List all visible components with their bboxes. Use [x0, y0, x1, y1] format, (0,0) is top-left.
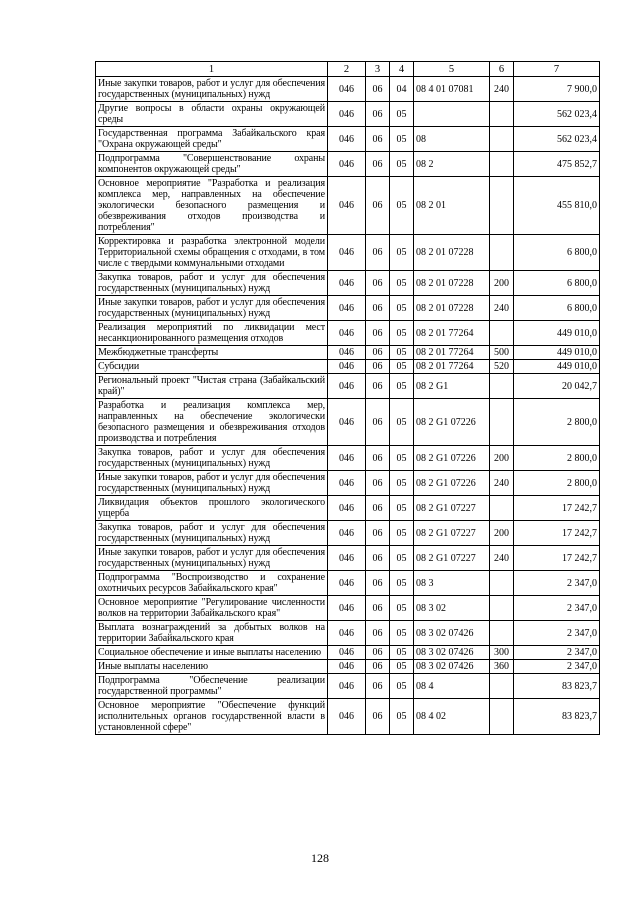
target-article-cell: 08 3 02 07426: [414, 621, 490, 646]
subsection-cell: 05: [390, 699, 414, 735]
amount-cell: 475 852,7: [514, 152, 600, 177]
admin-code-cell: 046: [328, 496, 366, 521]
expense-type-cell: 520: [490, 360, 514, 374]
admin-code-cell: 046: [328, 699, 366, 735]
table-row: [96, 127, 600, 152]
section-cell: 06: [366, 674, 390, 699]
section-cell: 06: [366, 127, 390, 152]
section-cell: 06: [366, 177, 390, 235]
table-row: [96, 374, 600, 399]
admin-code-cell: 046: [328, 446, 366, 471]
section-cell: 06: [366, 346, 390, 360]
item-name-cell: Подпрограмма "Совершенствование охраны компонентов окружающей среды": [96, 152, 328, 177]
expense-type-cell: [490, 177, 514, 235]
item-name-cell: Иные закупки товаров, работ и услуг для обеспечения государственных (муниципальных) нужд: [96, 296, 328, 321]
amount-cell: 7 900,0: [514, 77, 600, 102]
subsection-cell: 05: [390, 296, 414, 321]
table-row: [96, 235, 600, 271]
subsection-cell: 05: [390, 660, 414, 674]
item-name-cell: Иные закупки товаров, работ и услуг для обеспечения государственных (муниципальных) нужд: [96, 77, 328, 102]
amount-cell: 83 823,7: [514, 674, 600, 699]
section-cell: 06: [366, 360, 390, 374]
expense-type-cell: 240: [490, 296, 514, 321]
section-cell: 06: [366, 571, 390, 596]
item-name-cell: Подпрограмма "Воспроизводство и сохранение охотничьих ресурсов Забайкальского края": [96, 571, 328, 596]
item-name-cell: Межбюджетные трансферты: [96, 346, 328, 360]
item-name-cell: Иные закупки товаров, работ и услуг для обеспечения государственных (муниципальных) нужд: [96, 471, 328, 496]
expense-type-cell: 200: [490, 521, 514, 546]
expense-type-cell: [490, 127, 514, 152]
admin-code-cell: 046: [328, 235, 366, 271]
subsection-cell: 05: [390, 496, 414, 521]
expense-type-cell: [490, 152, 514, 177]
item-name-cell: Закупка товаров, работ и услуг для обеспечения государственных (муниципальных) нужд: [96, 446, 328, 471]
expense-type-cell: 360: [490, 660, 514, 674]
item-name-cell: Иные закупки товаров, работ и услуг для обеспечения государственных (муниципальных) нужд: [96, 546, 328, 571]
item-name-cell: Реализация мероприятий по ликвидации мест несанкционированного размещения отходов: [96, 321, 328, 346]
admin-code-cell: 046: [328, 596, 366, 621]
expense-type-cell: [490, 596, 514, 621]
admin-code-cell: 046: [328, 621, 366, 646]
expense-type-cell: [490, 235, 514, 271]
target-article-cell: 08 3 02 07426: [414, 660, 490, 674]
target-article-cell: 08 2 G1: [414, 374, 490, 399]
section-cell: 06: [366, 660, 390, 674]
target-article-cell: 08: [414, 127, 490, 152]
expense-type-cell: 200: [490, 271, 514, 296]
admin-code-cell: 046: [328, 296, 366, 321]
section-cell: 06: [366, 621, 390, 646]
target-article-cell: 08 2 G1 07227: [414, 496, 490, 521]
amount-cell: 6 800,0: [514, 271, 600, 296]
admin-code-cell: 046: [328, 399, 366, 446]
table-row: [96, 621, 600, 646]
target-article-cell: 08 2 G1 07226: [414, 446, 490, 471]
table-row: [96, 571, 600, 596]
amount-cell: 20 042,7: [514, 374, 600, 399]
table-row: [96, 646, 600, 660]
column-header: 6: [490, 62, 514, 77]
section-cell: 06: [366, 496, 390, 521]
table-row: [96, 360, 600, 374]
target-article-cell: 08 2 G1 07227: [414, 546, 490, 571]
subsection-cell: 05: [390, 521, 414, 546]
amount-cell: 2 347,0: [514, 621, 600, 646]
section-cell: 06: [366, 471, 390, 496]
expense-type-cell: 240: [490, 471, 514, 496]
expense-type-cell: [490, 321, 514, 346]
expense-type-cell: [490, 674, 514, 699]
amount-cell: 83 823,7: [514, 699, 600, 735]
admin-code-cell: 046: [328, 660, 366, 674]
admin-code-cell: 046: [328, 127, 366, 152]
section-cell: 06: [366, 399, 390, 446]
table-row: [96, 77, 600, 102]
subsection-cell: 05: [390, 646, 414, 660]
section-cell: 06: [366, 596, 390, 621]
table-row: [96, 699, 600, 735]
table-row: [96, 471, 600, 496]
subsection-cell: 05: [390, 621, 414, 646]
amount-cell: 2 347,0: [514, 596, 600, 621]
section-cell: 06: [366, 374, 390, 399]
admin-code-cell: 046: [328, 102, 366, 127]
table-row: [96, 177, 600, 235]
table-row: [96, 271, 600, 296]
item-name-cell: Выплата вознаграждений за добытых волков на территории Забайкальского края: [96, 621, 328, 646]
amount-cell: 2 347,0: [514, 660, 600, 674]
item-name-cell: Иные выплаты населению: [96, 660, 328, 674]
item-name-cell: Социальное обеспечение и иные выплаты населению: [96, 646, 328, 660]
section-cell: 06: [366, 699, 390, 735]
amount-cell: 17 242,7: [514, 521, 600, 546]
section-cell: 06: [366, 646, 390, 660]
subsection-cell: 05: [390, 177, 414, 235]
expense-type-cell: 500: [490, 346, 514, 360]
admin-code-cell: 046: [328, 546, 366, 571]
target-article-cell: 08 4 01 07081: [414, 77, 490, 102]
admin-code-cell: 046: [328, 374, 366, 399]
section-cell: 06: [366, 271, 390, 296]
table-row: [96, 346, 600, 360]
table-row: [96, 399, 600, 446]
table-body: [96, 77, 600, 735]
table-row: [96, 546, 600, 571]
page-number: 128: [311, 851, 329, 865]
subsection-cell: 05: [390, 346, 414, 360]
section-cell: 06: [366, 102, 390, 127]
admin-code-cell: 046: [328, 321, 366, 346]
expense-type-cell: [490, 374, 514, 399]
admin-code-cell: 046: [328, 360, 366, 374]
table-header: [96, 62, 600, 77]
table-row: [96, 102, 600, 127]
expense-type-cell: [490, 571, 514, 596]
item-name-cell: Закупка товаров, работ и услуг для обеспечения государственных (муниципальных) нужд: [96, 271, 328, 296]
column-header: 2: [328, 62, 366, 77]
section-cell: 06: [366, 521, 390, 546]
target-article-cell: 08 3 02 07426: [414, 646, 490, 660]
admin-code-cell: 046: [328, 77, 366, 102]
item-name-cell: Основное мероприятие "Регулирование численности волков на территории Забайкальского края": [96, 596, 328, 621]
section-cell: 06: [366, 77, 390, 102]
section-cell: 06: [366, 152, 390, 177]
expense-type-cell: [490, 399, 514, 446]
subsection-cell: 05: [390, 374, 414, 399]
admin-code-cell: 046: [328, 521, 366, 546]
subsection-cell: 05: [390, 152, 414, 177]
item-name-cell: Основное мероприятие "Обеспечение функций исполнительных органов государственной власти в установленной сфере": [96, 699, 328, 735]
item-name-cell: Корректировка и разработка электронной модели Территориальной схемы обращения с отходами, в том числе с твердыми коммунальными отходами: [96, 235, 328, 271]
admin-code-cell: 046: [328, 571, 366, 596]
table-row: [96, 321, 600, 346]
subsection-cell: 05: [390, 399, 414, 446]
target-article-cell: 08 4: [414, 674, 490, 699]
target-article-cell: 08 2 01: [414, 177, 490, 235]
item-name-cell: Субсидии: [96, 360, 328, 374]
expense-type-cell: [490, 699, 514, 735]
table-row: [96, 296, 600, 321]
column-header: 1: [96, 62, 328, 77]
item-name-cell: Другие вопросы в области охраны окружающей среды: [96, 102, 328, 127]
table-row: [96, 446, 600, 471]
amount-cell: 2 800,0: [514, 446, 600, 471]
budget-table: [95, 61, 600, 735]
section-cell: 06: [366, 546, 390, 571]
target-article-cell: 08 3 02: [414, 596, 490, 621]
amount-cell: 6 800,0: [514, 296, 600, 321]
table-row: [96, 596, 600, 621]
subsection-cell: 04: [390, 77, 414, 102]
admin-code-cell: 046: [328, 177, 366, 235]
subsection-cell: 05: [390, 471, 414, 496]
column-header: 4: [390, 62, 414, 77]
amount-cell: 562 023,4: [514, 127, 600, 152]
item-name-cell: Государственная программа Забайкальского края "Охрана окружающей среды": [96, 127, 328, 152]
target-article-cell: 08 2 01 77264: [414, 321, 490, 346]
subsection-cell: 05: [390, 127, 414, 152]
section-cell: 06: [366, 296, 390, 321]
table-row: [96, 152, 600, 177]
admin-code-cell: 046: [328, 674, 366, 699]
expense-type-cell: 300: [490, 646, 514, 660]
section-cell: 06: [366, 446, 390, 471]
target-article-cell: 08 2 G1 07227: [414, 521, 490, 546]
column-header: 5: [414, 62, 490, 77]
amount-cell: 455 810,0: [514, 177, 600, 235]
table-row: [96, 660, 600, 674]
amount-cell: 2 347,0: [514, 571, 600, 596]
table-row: [96, 521, 600, 546]
amount-cell: 6 800,0: [514, 235, 600, 271]
amount-cell: 449 010,0: [514, 360, 600, 374]
target-article-cell: 08 2 G1 07226: [414, 399, 490, 446]
subsection-cell: 05: [390, 360, 414, 374]
header-row: [96, 62, 600, 77]
target-article-cell: 08 4 02: [414, 699, 490, 735]
column-header: 3: [366, 62, 390, 77]
expense-type-cell: [490, 496, 514, 521]
target-article-cell: 08 2 01 77264: [414, 360, 490, 374]
target-article-cell: 08 2 01 07228: [414, 271, 490, 296]
section-cell: 06: [366, 235, 390, 271]
section-cell: 06: [366, 321, 390, 346]
amount-cell: 2 800,0: [514, 399, 600, 446]
admin-code-cell: 046: [328, 471, 366, 496]
target-article-cell: 08 2 G1 07226: [414, 471, 490, 496]
amount-cell: 17 242,7: [514, 546, 600, 571]
expense-type-cell: 240: [490, 546, 514, 571]
target-article-cell: 08 2 01 77264: [414, 346, 490, 360]
subsection-cell: 05: [390, 102, 414, 127]
item-name-cell: Разработка и реализация комплекса мер, направленных на обеспечение экологически безопасного размещения и обезвреживания отходов производства и потребления: [96, 399, 328, 446]
amount-cell: 17 242,7: [514, 496, 600, 521]
table-row: [96, 674, 600, 699]
amount-cell: 2 347,0: [514, 646, 600, 660]
subsection-cell: 05: [390, 546, 414, 571]
amount-cell: 449 010,0: [514, 346, 600, 360]
admin-code-cell: 046: [328, 346, 366, 360]
item-name-cell: Подпрограмма "Обеспечение реализации государственной программы": [96, 674, 328, 699]
subsection-cell: 05: [390, 674, 414, 699]
subsection-cell: 05: [390, 446, 414, 471]
item-name-cell: Региональный проект "Чистая страна (Забайкальский край)": [96, 374, 328, 399]
table-row: [96, 496, 600, 521]
expense-type-cell: [490, 621, 514, 646]
expense-type-cell: 240: [490, 77, 514, 102]
subsection-cell: 05: [390, 235, 414, 271]
subsection-cell: 05: [390, 321, 414, 346]
amount-cell: 449 010,0: [514, 321, 600, 346]
item-name-cell: Ликвидация объектов прошлого экологического ущерба: [96, 496, 328, 521]
expense-type-cell: 200: [490, 446, 514, 471]
target-article-cell: 08 2 01 07228: [414, 235, 490, 271]
subsection-cell: 05: [390, 271, 414, 296]
expense-type-cell: [490, 102, 514, 127]
column-header: 7: [514, 62, 600, 77]
item-name-cell: Закупка товаров, работ и услуг для обеспечения государственных (муниципальных) нужд: [96, 521, 328, 546]
target-article-cell: 08 3: [414, 571, 490, 596]
amount-cell: 562 023,4: [514, 102, 600, 127]
amount-cell: 2 800,0: [514, 471, 600, 496]
admin-code-cell: 046: [328, 271, 366, 296]
admin-code-cell: 046: [328, 646, 366, 660]
item-name-cell: Основное мероприятие "Разработка и реализация комплекса мер, направленных на обеспечение экологически безопасного размещения и обезвреживания отходов производства и потребления": [96, 177, 328, 235]
subsection-cell: 05: [390, 571, 414, 596]
target-article-cell: 08 2: [414, 152, 490, 177]
target-article-cell: 08 2 01 07228: [414, 296, 490, 321]
subsection-cell: 05: [390, 596, 414, 621]
target-article-cell: [414, 102, 490, 127]
admin-code-cell: 046: [328, 152, 366, 177]
